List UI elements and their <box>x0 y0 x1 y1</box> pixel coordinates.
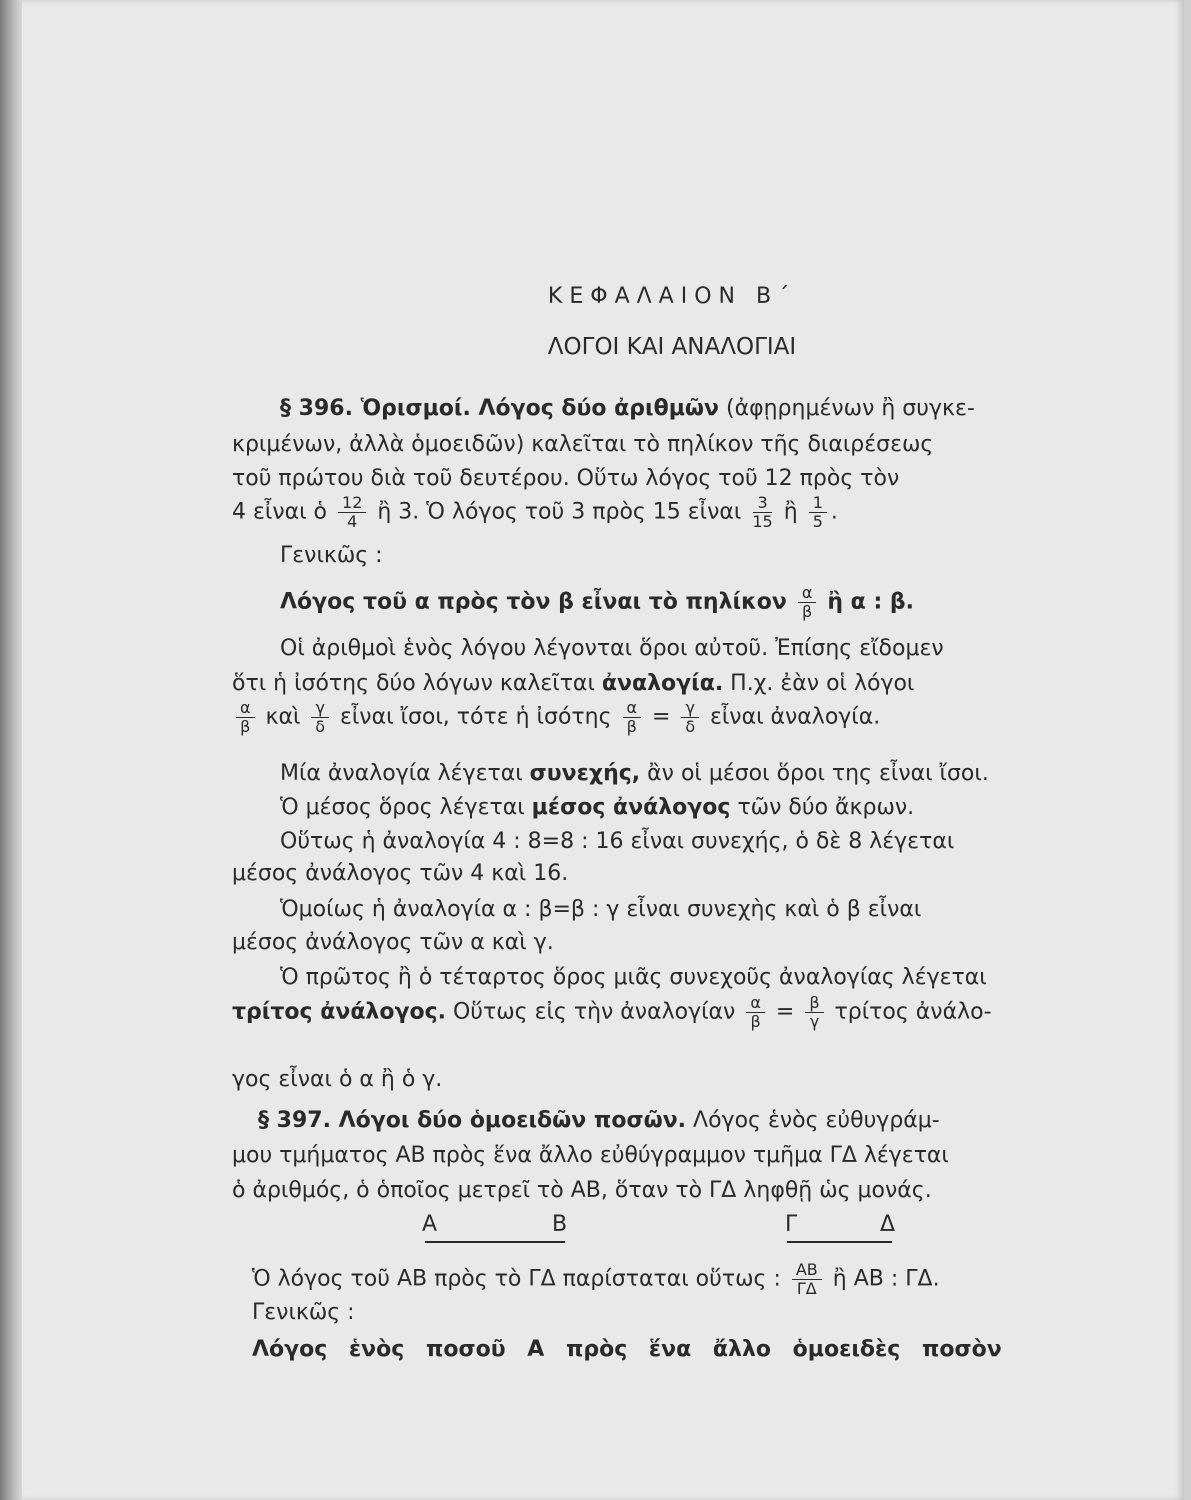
s397-heading: § 397. Λόγοι δύο ὁμοειδῶν ποσῶν. <box>258 1108 687 1133</box>
s397-line-3: ὁ ἀριθμός, ὁ ὁποῖος μετρεῖ τὸ ΑΒ, ὅταν τὸ ΓΔ ληφθῇ ὡς μονάς. <box>232 1178 932 1203</box>
term-tritos-analogos: τρίτος ἀνάλογος. <box>232 999 446 1025</box>
s396-p5-line-1: Οὕτως ἡ ἀναλογία 4 : 8=8 : 16 εἶναι συνεχής, ὁ δὲ 8 λέγεται <box>280 829 955 854</box>
fraction-g-d-2: $\frac{\gamma}{\delta}$ <box>681 700 698 735</box>
s396-p7-line-1: Ὁ πρῶτος ἢ ὁ τέταρτος ὅρος μιᾶς συνεχοῦς ἀναλογίας λέγεται <box>280 965 987 990</box>
fraction-a-b: $\frac{\alpha}{\beta}$ <box>236 700 255 735</box>
s397-line-2: μου τμήματος ΑΒ πρὸς ἕνα ἄλλο εὐθύγραμμον τμῆμα ΓΔ λέγεται <box>232 1143 949 1168</box>
s396-p5-line-2: μέσος ἀνάλογος τῶν 4 καὶ 16. <box>232 861 569 886</box>
s396-heading: § 396. Ὁρισμοί. Λόγος δύο ἀριθμῶν <box>280 396 720 421</box>
s396-line-4-c: ἢ <box>783 499 798 525</box>
s396-p6-line-1: Ὁμοίως ἡ ἀναλογία α : β=β : γ εἶναι συνεχὴς καὶ ὁ β εἶναι <box>280 897 922 922</box>
rule-text: Λόγος τοῦ α πρὸς τὸν β εἶναι τὸ πηλίκον <box>280 589 787 615</box>
s397-last-line: Λόγος ἑνὸς ποσοῦ Α πρὸς ἕνα ἄλλο ὁμοειδὲς ποσὸν <box>252 1337 1002 1362</box>
segment-GD <box>787 1241 892 1243</box>
fraction-alpha-beta: $\frac{\alpha}{\beta}$ <box>798 585 817 620</box>
point-G: Γ <box>785 1212 798 1237</box>
fraction-a-b-2: $\frac{\alpha}{\beta}$ <box>623 700 642 735</box>
s396-p4: Ὁ μέσος ὅρος λέγεται μέσος ἀνάλογος τῶν δύο ἄκρων. <box>280 795 915 820</box>
point-B: Β <box>552 1212 568 1237</box>
s396-p7-line-3: γος εἶναι ὁ α ἢ ὁ γ. <box>232 1067 443 1092</box>
s397-line-1-rest: Λόγος ἑνὸς εὐθυγράμ- <box>693 1108 940 1133</box>
s397-line-4: Ὁ λόγος τοῦ ΑΒ πρὸς τὸ ΓΔ παρίσταται οὕτως : $\frac{AB}{\Gamma\Delta}$ ἢ ΑΒ : ΓΔ. <box>252 1260 940 1298</box>
term-analogia: ἀναλογία. <box>601 671 724 696</box>
s396-rule <box>280 585 1160 620</box>
s396-line-4-b: ἢ 3. Ὁ λόγος τοῦ 3 πρὸς 15 εἶναι <box>377 499 742 525</box>
chapter-title: ΛΟΓΟΙ ΚΑΙ ΑΝΑΛΟΓΙΑΙ <box>547 334 797 360</box>
point-A: Α <box>422 1212 438 1237</box>
s396-line-1-rest: (ἀφῃρημένων ἢ συγκε- <box>726 396 975 421</box>
s396-p2-line-3: $\frac{\alpha}{\beta}$ καὶ $\frac{\gamma}{\delta}$ εἶναι ἴσοι, τότε ἡ ἰσότης $\frac{\alpha}{\beta}$ = $\frac{\gamma}{\delta}$ εἶναι ἀναλογία. <box>232 700 1112 735</box>
term-synechis: συνεχής, <box>529 761 641 786</box>
s397-line-1 <box>232 1108 1112 1133</box>
s397-general: Γενικῶς : <box>252 1300 355 1325</box>
s396-line-2: κριμένων, ἀλλὰ ὁμοειδῶν) καλεῖται τὸ πηλίκον τῆς διαιρέσεως <box>232 432 934 457</box>
fraction-12-4: $\frac{12}{4}$ <box>338 495 366 530</box>
fraction-g-d: $\frac{\gamma}{\delta}$ <box>311 700 328 735</box>
s396-p6-line-2: μέσος ἀνάλογος τῶν α καὶ γ. <box>232 930 554 955</box>
rule-text-end: ἢ α : β. <box>827 589 915 615</box>
s396-line-4 <box>232 495 1112 530</box>
book-page <box>22 0 1184 1500</box>
fraction-a-b-3: $\frac{\alpha}{\beta}$ <box>746 995 765 1030</box>
fraction-3-15: $\frac{3}{15}$ <box>752 493 773 531</box>
segment-AB <box>425 1241 565 1243</box>
s396-line-1 <box>232 396 1112 421</box>
point-D: Δ <box>880 1212 896 1237</box>
s396-p7-line-2: τρίτος ἀνάλογος. Οὕτως εἰς τὴν ἀναλογίαν $\frac{\alpha}{\beta}$ = $\frac{\beta}{\gamma}$ τρίτος ἀνάλο- <box>232 993 992 1031</box>
s396-general: Γενικῶς : <box>280 543 383 568</box>
s396-line-4-end: . <box>830 499 838 525</box>
s396-p2-line-2: ὅτι ἡ ἰσότης δύο λόγων καλεῖται ἀναλογία. Π.χ. ἐὰν οἱ λόγοι <box>232 671 915 696</box>
fraction-AB-GD: $\frac{AB}{\Gamma\Delta}$ <box>792 1262 822 1297</box>
book-spine <box>0 0 22 1500</box>
s396-p3: Μία ἀναλογία λέγεται συνεχής, ἂν οἱ μέσοι ὅροι της εἶναι ἴσοι. <box>280 761 989 786</box>
chapter-label: ΚΕΦΑΛΑΙΟΝ Β΄ <box>547 284 797 309</box>
s396-line-4-a: 4 εἶναι ὁ <box>232 499 328 525</box>
fraction-b-g: $\frac{\beta}{\gamma}$ <box>805 995 823 1030</box>
s396-p2-line-1: Οἱ ἀριθμοὶ ἑνὸς λόγου λέγονται ὅροι αὐτοῦ. Ἐπίσης εἴδομεν <box>280 636 944 661</box>
fraction-1-5: $\frac{1}{5}$ <box>809 495 827 530</box>
term-mesos-analogos: μέσος ἀνάλογος <box>531 795 731 820</box>
s396-line-3: τοῦ πρώτου διὰ τοῦ δευτέρου. Οὕτω λόγος τοῦ 12 πρὸς τὸν <box>232 466 900 491</box>
